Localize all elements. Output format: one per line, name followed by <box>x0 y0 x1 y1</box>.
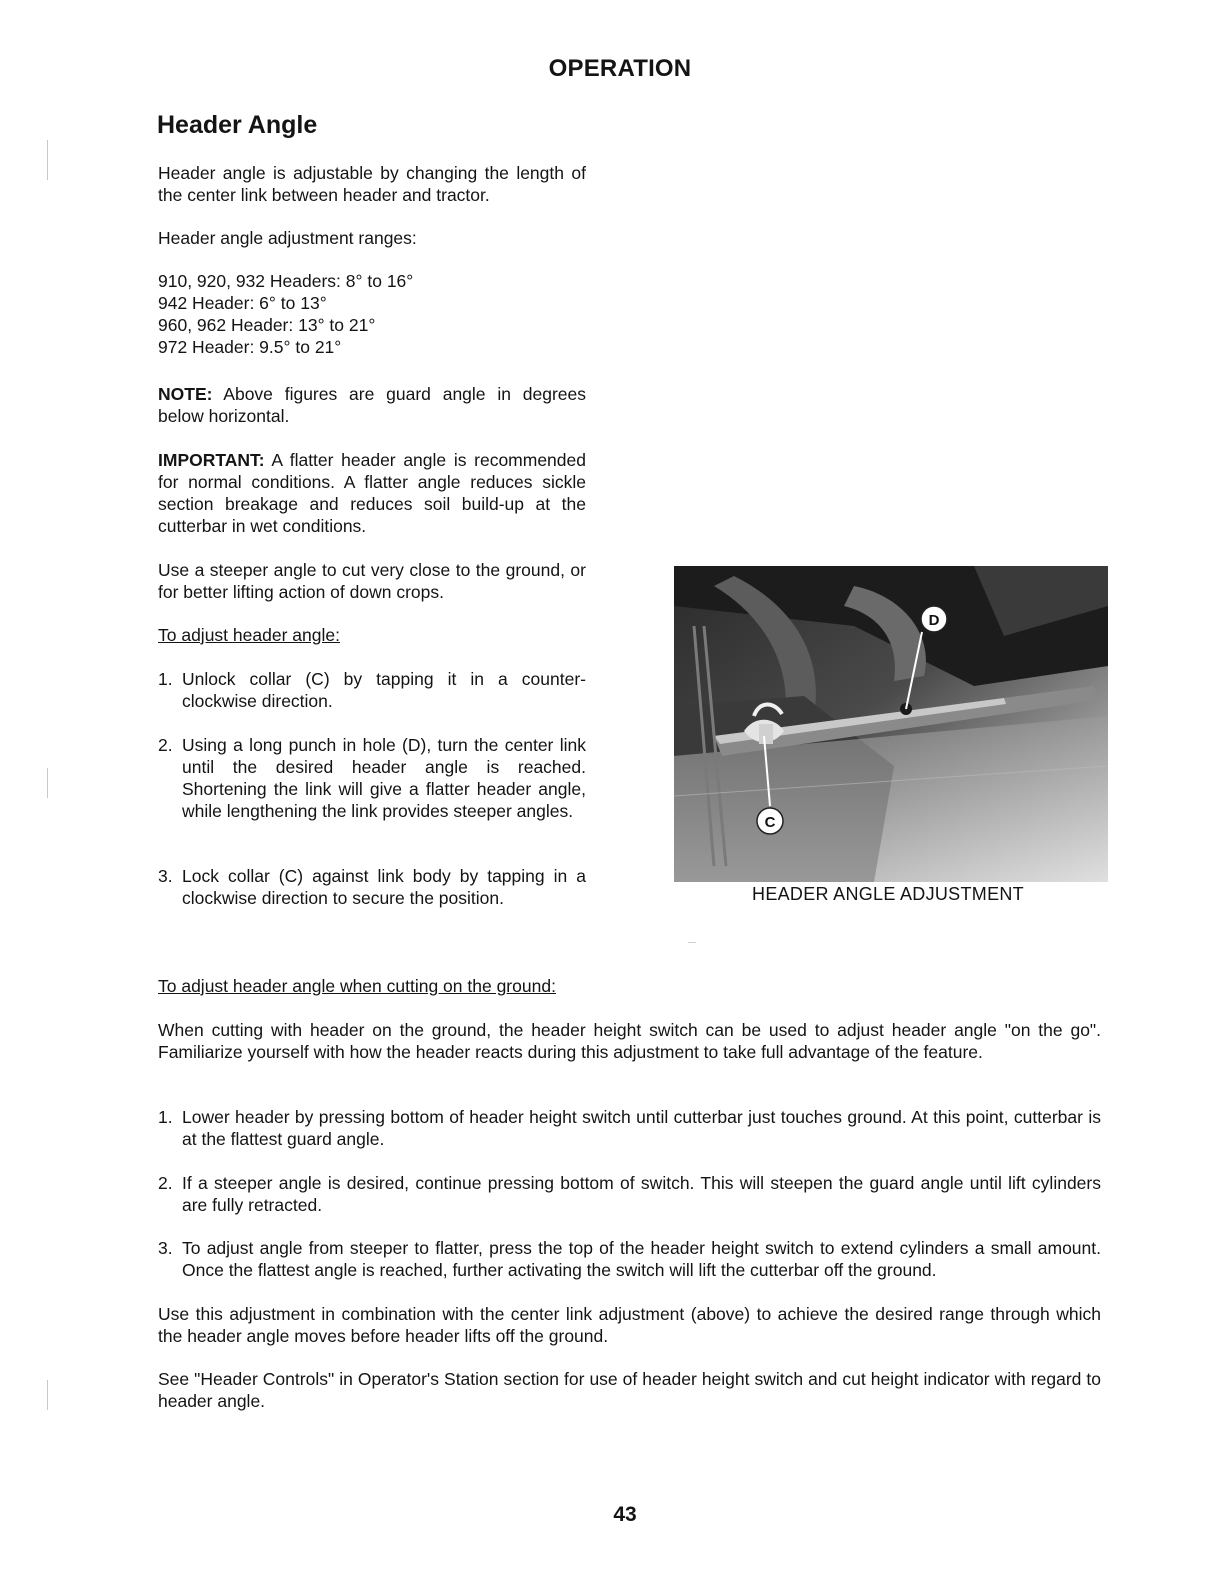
step-number: 2. <box>158 735 173 755</box>
section-title: OPERATION <box>548 55 692 82</box>
step-text: Using a long punch in hole (D), turn the center link until the desired header angle is reached. Shortening the link will give a flatter header angle, while lengthening the link provides steeper angles. <box>182 735 586 821</box>
combination-paragraph: Use this adjustment in combination with the center link adjustment (above) to achieve the desired range through which the header angle moves before header lifts off the ground. <box>158 1304 1101 1346</box>
important-paragraph <box>158 449 586 537</box>
note-paragraph <box>158 383 586 427</box>
ground-step <box>158 1106 1101 1150</box>
important-text: A flatter header angle is recommended for normal conditions. A flatter angle reduces sickle section breakage and reduces soil build-up at the cutterbar in wet conditions. <box>158 450 586 536</box>
intro-paragraph: Header angle is adjustable by changing the length of the center link between header and tractor. <box>158 163 586 205</box>
step-text: Unlock collar (C) by tapping it in a counter-clockwise direction. <box>182 669 586 711</box>
adjust-subheading: To adjust header angle: <box>158 625 340 645</box>
figure-caption: HEADER ANGLE ADJUSTMENT <box>752 884 1024 904</box>
scan-margin-mark <box>47 140 48 180</box>
step-text: If a steeper angle is desired, continue pressing bottom of switch. This will steepen the guard angle until lift cylinders are fully retracted. <box>182 1173 1101 1215</box>
step-number: 2. <box>158 1173 173 1193</box>
adjust-step <box>158 668 586 712</box>
range-item: 942 Header: 6° to 13° <box>158 293 327 313</box>
page-number: 43 <box>613 1503 637 1526</box>
step-number: 3. <box>158 866 173 886</box>
step-text: Lower header by pressing bottom of header height switch until cutterbar just touches ground. At this point, cutterbar is at the flattest guard angle. <box>182 1107 1101 1149</box>
step-text: Lock collar (C) against link body by tapping in a clockwise direction to secure the position. <box>182 866 586 908</box>
note-text: Above figures are guard angle in degrees below horizontal. <box>158 384 586 426</box>
callout-d: D <box>928 612 940 629</box>
step-number: 1. <box>158 1107 173 1127</box>
scan-margin-mark <box>47 1380 48 1410</box>
ranges-label: Header angle adjustment ranges: <box>158 228 417 248</box>
scan-speck <box>688 942 696 943</box>
page-heading: Header Angle <box>157 111 318 139</box>
ground-subheading: To adjust header angle when cutting on the ground: <box>158 976 556 996</box>
adjust-step <box>158 734 586 822</box>
ground-step <box>158 1172 1101 1216</box>
range-item: 960, 962 Header: 13° to 21° <box>158 315 376 335</box>
steeper-paragraph: Use a steeper angle to cut very close to the ground, or for better lifting action of down crops. <box>158 560 586 602</box>
ground-step <box>158 1237 1101 1281</box>
step-text: To adjust angle from steeper to flatter, press the top of the header height switch to extend cylinders a small amount. Once the flattest angle is reached, further activating the switch will lift the cutterbar off the ground. <box>182 1238 1101 1280</box>
step-number: 1. <box>158 669 173 689</box>
ranges-list <box>158 270 586 358</box>
scan-margin-mark <box>47 768 48 798</box>
range-item: 972 Header: 9.5° to 21° <box>158 337 342 357</box>
see-also-paragraph: See "Header Controls" in Operator's Station section for use of header height switch and cut height indicator with regard to header angle. <box>158 1369 1101 1411</box>
range-item: 910, 920, 932 Headers: 8° to 16° <box>158 271 414 291</box>
step-number: 3. <box>158 1238 173 1258</box>
adjust-step <box>158 865 586 909</box>
ground-intro: When cutting with header on the ground, the header height switch can be used to adjust header angle "on the go". Familiarize yourself with how the header reacts during this adjustment to take full advantage of the feature. <box>158 1020 1101 1062</box>
header-angle-photo <box>674 566 1108 882</box>
photo-illustration <box>674 566 1108 882</box>
important-label: IMPORTANT: <box>158 450 265 470</box>
callout-c: C <box>764 814 776 831</box>
note-label: NOTE: <box>158 384 213 404</box>
